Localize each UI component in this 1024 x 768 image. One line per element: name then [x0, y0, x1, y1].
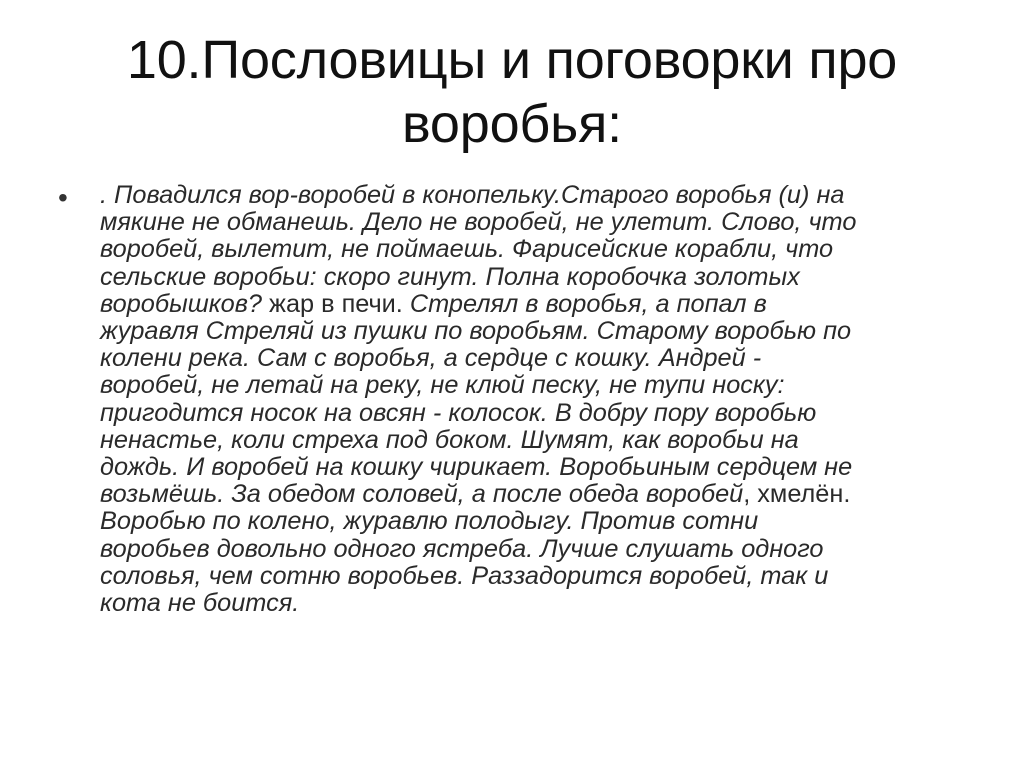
body-text-segment: Воробью по колено, журавлю полодыгу. Против сотни [100, 507, 759, 536]
body-line [100, 400, 960, 427]
body-text-segment: кота не боится. [100, 589, 300, 618]
slide-title [60, 28, 964, 156]
body-text-segment: пригодится носок на овсян - колосок. В добру пору воробью [100, 398, 817, 427]
body-text-segment: воробей, вылетит, не поймаешь. Фарисейские корабли, что [100, 235, 834, 264]
body-line [100, 318, 960, 345]
body-line [100, 345, 960, 372]
body-line [100, 291, 960, 318]
body-line [100, 236, 960, 263]
body-text-segment: воробьев довольно одного ястреба. Лучше слушать одного [100, 534, 824, 563]
body-line [100, 563, 960, 590]
body-line [100, 590, 960, 617]
body-text-segment: , хмелён. [743, 480, 851, 509]
body-line [100, 454, 960, 481]
body-line [100, 427, 960, 454]
body-text-segment: дождь. И воробей на кошку чирикает. Воробьиным сердцем не [100, 453, 853, 482]
body-text-segment: колени река. Сам с воробья, а сердце с кошку. Андрей - [100, 344, 762, 373]
body-line [100, 508, 960, 535]
body-text-segment: ненастье, коли стреха под боком. Шумят, как воробьи на [100, 425, 799, 454]
body-text-segment: мякине не обманешь. Дело не воробей, не улетит. Слово, что [100, 208, 857, 237]
body-text-segment: жар в печи. [269, 289, 410, 318]
body-line [100, 372, 960, 399]
body-text-segment: . Повадился вор-воробей в конопельку.Старого воробья (и) на [100, 181, 845, 209]
body-text-segment: Стрелял в воробья, а попал в [409, 289, 767, 318]
body-text-segment: воробышков? [100, 289, 270, 318]
title-line-2: воробья: [402, 94, 622, 154]
bullet-text [100, 182, 960, 617]
body-line [100, 209, 960, 236]
body-text-segment: журавля Стреляй из пушки по воробьям. Старому воробью по [100, 317, 852, 346]
body-text-segment: возьмёшь. За обедом соловей, а после обеда воробей [100, 480, 744, 509]
bullet-dot-icon: • [58, 182, 68, 213]
body-line [100, 536, 960, 563]
body-text-segment: сельские воробьи: скоро гинут. Полна коробочка золотых [100, 262, 800, 291]
title-line-1: 10.Пословицы и поговорки про [126, 30, 898, 90]
body-line [100, 182, 960, 209]
body-line [100, 481, 960, 508]
body-text-segment: соловья, чем сотню воробьев. Раззадорится воробей, так и [100, 561, 829, 590]
body-text-segment: воробей, не летай на реку, не клюй песку, не тупи носку: [100, 371, 785, 400]
body-line [100, 264, 960, 291]
